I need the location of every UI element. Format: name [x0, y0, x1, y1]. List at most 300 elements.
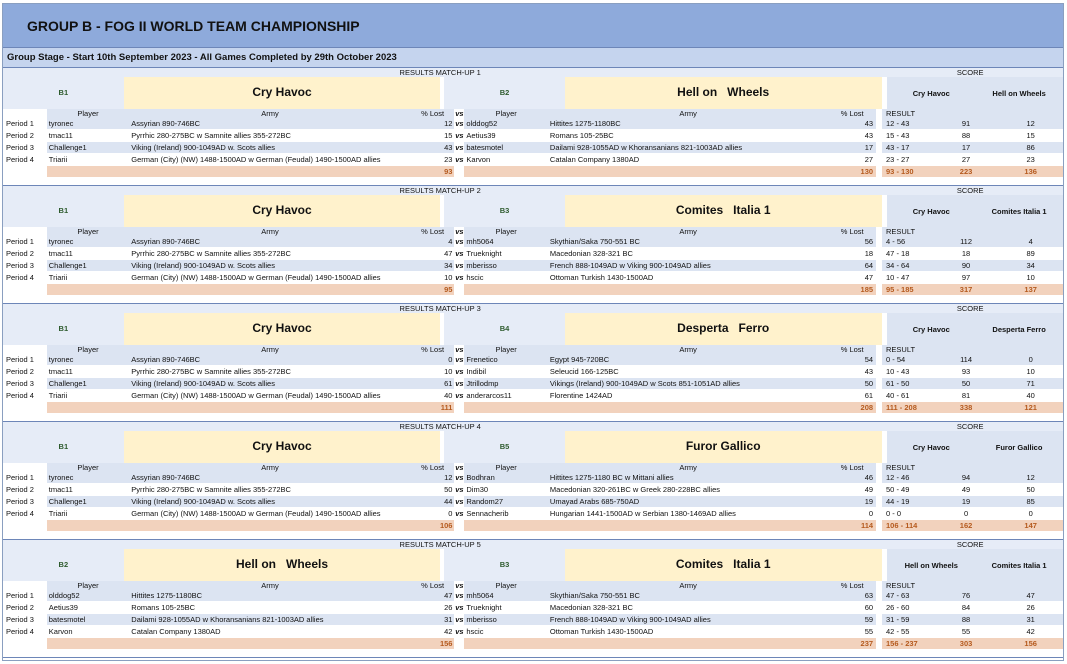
army-header: Army: [261, 581, 279, 590]
totals-row: [3, 520, 1063, 531]
lost-a: 61: [444, 379, 453, 388]
team-b-id: B2: [444, 77, 565, 109]
score-team-a-label: Cry Havoc: [912, 324, 950, 334]
player-header: Player: [77, 109, 99, 118]
period-row: [3, 130, 1063, 142]
player-b: mh5064: [466, 591, 494, 600]
period-row: [3, 248, 1063, 260]
team-a-name: Cry Havoc: [124, 77, 441, 109]
result-header: RESULT: [886, 227, 916, 236]
lost-a: 10: [444, 367, 453, 376]
army-a: Catalan Company 1380AD: [131, 627, 221, 636]
lost-a: 50: [444, 485, 453, 494]
lost-header: % Lost: [421, 345, 445, 354]
period-result: 15 - 43: [886, 131, 910, 140]
total-result: 95 - 185: [882, 284, 934, 295]
army-a: Viking (Ireland) 900-1049AD w. Scots allies: [131, 497, 275, 506]
period-rows: [3, 236, 1063, 284]
army-header: Army: [261, 227, 279, 236]
army-a: Pyrrhic 280-275BC w Samnite allies 355-272BC: [131, 249, 291, 258]
player-a: Triarii: [48, 509, 68, 518]
team-b-name: Furor Gallico: [565, 431, 882, 463]
team-a-id: B1: [3, 431, 124, 463]
player-b: Indibil: [466, 367, 486, 376]
total-score-b: 147: [998, 520, 1063, 531]
spreadsheet: [2, 3, 1064, 661]
lost-header: % Lost: [421, 109, 445, 118]
total-score-b: 121: [998, 402, 1063, 413]
match-block: [3, 68, 1063, 186]
period-result: 50 - 49: [886, 485, 910, 494]
period-label: Period 1: [3, 236, 47, 247]
vs-label: vs: [455, 227, 464, 236]
score-team-b-label: Desperta Ferro: [992, 324, 1046, 334]
period-result: 26 - 60: [886, 603, 910, 612]
period-score-a: 88: [961, 615, 971, 624]
period-result: 0 - 54: [886, 355, 906, 364]
match-header-row: [3, 422, 1063, 431]
army-header: Army: [679, 109, 697, 118]
period-label: Period 2: [3, 602, 47, 613]
team-b-name: Desperta Ferro: [565, 313, 882, 345]
player-a: tmac11: [48, 131, 73, 140]
player-a: Triarii: [48, 155, 68, 164]
matches-container: [3, 68, 1063, 658]
match-header-row: [3, 540, 1063, 549]
lost-b: 43: [864, 131, 874, 140]
teams-row: [3, 77, 1063, 109]
team-a-total-lost: 106: [439, 521, 453, 530]
army-b: Seleucid 166-125BC: [549, 367, 619, 376]
vs-label: vs: [455, 143, 464, 152]
team-a-name: Cry Havoc: [124, 431, 441, 463]
army-a: Assyrian 890-746BC: [131, 473, 201, 482]
player-b: Bodhran: [466, 473, 495, 482]
period-label: Period 4: [3, 154, 47, 165]
lost-header: % Lost: [840, 109, 864, 118]
match-block: [3, 304, 1063, 422]
period-row: [3, 354, 1063, 366]
player-header: Player: [495, 463, 517, 472]
army-b: French 888-1049AD w Viking 900-1049AD allies: [549, 261, 711, 270]
army-b: Ottoman Turkish 1430-1500AD: [549, 273, 654, 282]
period-score-a: 97: [961, 273, 971, 282]
player-b: Karvon: [466, 155, 491, 164]
period-score-a: 93: [961, 367, 971, 376]
vs-label: vs: [455, 591, 464, 600]
vs-label: vs: [455, 391, 464, 400]
player-b: Dim30: [466, 485, 489, 494]
lost-a: 47: [444, 591, 453, 600]
player-b: Frenetico: [466, 355, 498, 364]
score-header: SCORE: [956, 540, 984, 549]
player-header: Player: [77, 227, 99, 236]
period-row: [3, 626, 1063, 638]
lost-a: 43: [444, 143, 453, 152]
team-a-name: Hell on Wheels: [124, 549, 441, 581]
score-team-b-label: Comites Italia 1: [991, 560, 1047, 570]
teams-row: [3, 313, 1063, 345]
total-score-a: 338: [934, 402, 999, 413]
score-header: SCORE: [956, 304, 984, 313]
player-header: Player: [77, 345, 99, 354]
match-header-row: [3, 68, 1063, 77]
army-header: Army: [679, 463, 697, 472]
player-header: Player: [495, 345, 517, 354]
score-team-a-label: Cry Havoc: [912, 442, 950, 452]
period-score-a: 18: [961, 249, 971, 258]
lost-b: 0: [868, 509, 874, 518]
period-row: [3, 154, 1063, 166]
lost-a: 4: [448, 237, 453, 246]
vs-label: vs: [455, 109, 464, 118]
period-label: Period 3: [3, 378, 47, 389]
period-score-b: 26: [1026, 603, 1035, 612]
player-a: batesmotel: [48, 615, 86, 624]
lost-a: 34: [444, 261, 453, 270]
total-result: 106 - 114: [882, 520, 934, 531]
team-a-id: B1: [3, 313, 124, 345]
army-b: Macedonian 328-321 BC: [549, 249, 633, 258]
period-row: [3, 142, 1063, 154]
player-b: hscic: [466, 273, 484, 282]
column-header-row: [3, 227, 1063, 236]
player-a: Karvon: [48, 627, 73, 636]
score-team-a-label: Cry Havoc: [912, 206, 950, 216]
lost-b: 17: [864, 143, 874, 152]
lost-a: 0: [448, 355, 453, 364]
lost-b: 47: [864, 273, 874, 282]
total-score-a: 317: [934, 284, 999, 295]
army-b: Hungarian 1441-1500AD w Serbian 1380-1469AD allies: [549, 509, 736, 518]
period-label: Period 1: [3, 118, 47, 129]
period-score-a: 88: [961, 131, 971, 140]
period-label: Period 1: [3, 590, 47, 601]
totals-row: [3, 166, 1063, 177]
period-score-b: 71: [1026, 379, 1035, 388]
team-a-id: B1: [3, 195, 124, 227]
army-a: Assyrian 890-746BC: [131, 119, 201, 128]
lost-b: 19: [864, 497, 874, 506]
period-rows: [3, 354, 1063, 402]
team-b-id: B5: [444, 431, 565, 463]
vs-label: vs: [455, 581, 464, 590]
match-header: RESULTS MATCH-UP 4: [399, 422, 481, 431]
period-result: 23 - 27: [886, 155, 910, 164]
team-a-total-lost: 111: [440, 403, 453, 412]
period-label: Period 4: [3, 508, 47, 519]
period-result: 34 - 64: [886, 261, 910, 270]
lost-header: % Lost: [840, 581, 864, 590]
player-header: Player: [77, 581, 99, 590]
total-score-b: 156: [998, 638, 1063, 649]
period-result: 44 - 19: [886, 497, 910, 506]
army-a: Pyrrhic 280-275BC w Samnite allies 355-272BC: [131, 485, 291, 494]
period-label: Period 2: [3, 366, 47, 377]
army-a: Assyrian 890-746BC: [131, 237, 201, 246]
total-score-a: 303: [934, 638, 999, 649]
army-a: German (City) (NW) 1488-1500AD w German (Feudal) 1490-1500AD allies: [131, 509, 381, 518]
period-score-b: 34: [1026, 261, 1035, 270]
period-row: [3, 236, 1063, 248]
period-result: 10 - 47: [886, 273, 910, 282]
lost-b: 59: [864, 615, 874, 624]
totals-row: [3, 284, 1063, 295]
lost-header: % Lost: [421, 463, 445, 472]
match-header-row: [3, 304, 1063, 313]
vs-label: vs: [455, 485, 464, 494]
team-a-total-lost: 156: [439, 639, 453, 648]
period-score-a: 55: [961, 627, 971, 636]
period-label: Period 2: [3, 248, 47, 259]
period-row: [3, 484, 1063, 496]
period-score-a: 19: [961, 497, 971, 506]
player-a: tyronec: [48, 473, 74, 482]
lost-a: 15: [444, 131, 453, 140]
match-block: [3, 422, 1063, 540]
player-a: tmac11: [48, 249, 73, 258]
player-b: hscic: [466, 627, 484, 636]
period-score-a: 84: [961, 603, 971, 612]
period-row: [3, 602, 1063, 614]
period-score-a: 76: [961, 591, 971, 600]
player-b: mberisso: [466, 615, 497, 624]
team-a-id: B1: [3, 77, 124, 109]
lost-a: 23: [444, 155, 453, 164]
period-result: 40 - 61: [886, 391, 910, 400]
period-label: Period 3: [3, 142, 47, 153]
vs-label: vs: [455, 603, 464, 612]
period-score-a: 81: [961, 391, 971, 400]
vs-label: vs: [455, 627, 464, 636]
lost-b: 50: [864, 379, 874, 388]
army-a: Viking (Ireland) 900-1049AD w. Scots allies: [131, 261, 275, 270]
player-a: tyronec: [48, 119, 74, 128]
period-result: 12 - 43: [886, 119, 910, 128]
player-b: mberisso: [466, 261, 497, 270]
team-a-total-lost: 95: [444, 285, 453, 294]
player-b: Jtrillodmp: [466, 379, 499, 388]
period-result: 0 - 0: [886, 509, 902, 518]
vs-label: vs: [455, 379, 464, 388]
team-b-total-lost: 237: [860, 639, 874, 648]
team-a-total-lost: 93: [444, 167, 453, 176]
army-a: Hittites 1275-1180BC: [131, 591, 203, 600]
lost-a: 0: [448, 509, 453, 518]
period-result: 31 - 59: [886, 615, 910, 624]
player-b: Aetius39: [466, 131, 496, 140]
period-result: 42 - 55: [886, 627, 910, 636]
player-header: Player: [495, 109, 517, 118]
column-header-row: [3, 581, 1063, 590]
period-score-a: 50: [961, 379, 971, 388]
player-a: tyronec: [48, 237, 74, 246]
totals-row: [3, 638, 1063, 649]
army-header: Army: [679, 345, 697, 354]
total-score-a: 223: [934, 166, 999, 177]
player-a: Aetius39: [48, 603, 78, 612]
player-a: tmac11: [48, 485, 73, 494]
period-score-b: 0: [1028, 355, 1033, 364]
totals-row: [3, 402, 1063, 413]
period-row: [3, 472, 1063, 484]
column-header-row: [3, 109, 1063, 118]
period-score-b: 4: [1028, 237, 1033, 246]
lost-header: % Lost: [840, 345, 864, 354]
period-score-b: 0: [1028, 509, 1033, 518]
lost-header: % Lost: [421, 581, 445, 590]
period-label: Period 3: [3, 496, 47, 507]
army-a: Pyrrhic 280-275BC w Samnite allies 355-272BC: [131, 367, 291, 376]
teams-row: [3, 431, 1063, 463]
vs-label: vs: [455, 261, 464, 270]
period-row: [3, 366, 1063, 378]
period-score-a: 90: [961, 261, 971, 270]
team-a-id: B2: [3, 549, 124, 581]
vs-label: vs: [455, 473, 464, 482]
period-score-b: 12: [1026, 473, 1035, 482]
period-label: Period 2: [3, 130, 47, 141]
period-label: Period 3: [3, 260, 47, 271]
team-b-total-lost: 130: [860, 167, 874, 176]
period-score-a: 0: [963, 509, 969, 518]
match-header: RESULTS MATCH-UP 1: [399, 68, 481, 77]
period-row: [3, 508, 1063, 520]
army-a: Viking (Ireland) 900-1049AD w. Scots allies: [131, 143, 275, 152]
lost-b: 43: [864, 367, 874, 376]
period-row: [3, 378, 1063, 390]
period-result: 12 - 46: [886, 473, 910, 482]
period-score-b: 23: [1026, 155, 1035, 164]
player-a: olddog52: [48, 591, 80, 600]
period-score-b: 31: [1026, 615, 1035, 624]
lost-a: 12: [444, 119, 453, 128]
score-team-labels: [887, 313, 1063, 345]
score-team-labels: [887, 549, 1063, 581]
army-a: Viking (Ireland) 900-1049AD w. Scots allies: [131, 379, 275, 388]
period-score-a: 91: [961, 119, 971, 128]
player-a: Challenge1: [48, 261, 87, 270]
period-score-a: 27: [961, 155, 971, 164]
player-a: Challenge1: [48, 143, 87, 152]
team-b-name: Hell on Wheels: [565, 77, 882, 109]
result-header: RESULT: [886, 581, 916, 590]
army-b: Skythian/Saka 750-551 BC: [549, 237, 640, 246]
player-b: Random27: [466, 497, 504, 506]
lost-b: 60: [864, 603, 874, 612]
army-header: Army: [261, 109, 279, 118]
period-score-b: 89: [1026, 249, 1035, 258]
period-result: 43 - 17: [886, 143, 910, 152]
lost-a: 31: [444, 615, 453, 624]
period-label: Period 1: [3, 472, 47, 483]
lost-b: 54: [864, 355, 874, 364]
army-b: French 888-1049AD w Viking 900-1049AD allies: [549, 615, 711, 624]
lost-b: 64: [864, 261, 874, 270]
lost-a: 40: [444, 391, 453, 400]
period-score-a: 49: [961, 485, 971, 494]
total-score-a: 162: [934, 520, 999, 531]
period-row: [3, 272, 1063, 284]
page-title: GROUP B - FOG II WORLD TEAM CHAMPIONSHIP: [3, 4, 1063, 48]
period-result: 47 - 63: [886, 591, 910, 600]
army-b: Skythian/Saka 750-551 BC: [549, 591, 640, 600]
lost-b: 43: [864, 119, 874, 128]
match-header: RESULTS MATCH-UP 5: [399, 540, 481, 549]
period-row: [3, 590, 1063, 602]
player-header: Player: [495, 227, 517, 236]
vs-label: vs: [455, 155, 464, 164]
period-score-a: 114: [960, 355, 973, 364]
army-b: Catalan Company 1380AD: [549, 155, 640, 164]
army-b: Macedonian 328-321 BC: [549, 603, 633, 612]
period-row: [3, 614, 1063, 626]
column-header-row: [3, 345, 1063, 354]
player-b: mh5064: [466, 237, 494, 246]
player-header: Player: [495, 581, 517, 590]
team-a-name: Cry Havoc: [124, 195, 441, 227]
vs-label: vs: [455, 355, 464, 364]
score-team-a-label: Hell on Wheels: [904, 560, 958, 570]
vs-label: vs: [455, 463, 464, 472]
period-rows: [3, 472, 1063, 520]
period-result: 47 - 18: [886, 249, 910, 258]
match-header: RESULTS MATCH-UP 2: [399, 186, 481, 195]
period-score-b: 47: [1026, 591, 1035, 600]
period-score-b: 42: [1026, 627, 1035, 636]
player-b: batesmotel: [466, 143, 504, 152]
player-b: Trueknight: [466, 249, 502, 258]
army-b: Umayad Arabs 685-750AD: [549, 497, 640, 506]
player-a: Challenge1: [48, 497, 87, 506]
total-result: 111 - 208: [882, 402, 934, 413]
army-a: German (City) (NW) 1488-1500AD w German (Feudal) 1490-1500AD allies: [131, 155, 381, 164]
lost-a: 44: [444, 497, 453, 506]
period-row: [3, 390, 1063, 402]
team-b-name: Comites Italia 1: [565, 549, 882, 581]
period-row: [3, 496, 1063, 508]
total-score-b: 136: [998, 166, 1063, 177]
match-block: [3, 186, 1063, 304]
score-team-labels: [887, 195, 1063, 227]
player-a: Challenge1: [48, 379, 87, 388]
teams-row: [3, 195, 1063, 227]
period-label: Period 4: [3, 272, 47, 283]
player-b: Sennacherib: [466, 509, 509, 518]
lost-b: 18: [864, 249, 874, 258]
lost-a: 12: [444, 473, 453, 482]
army-header: Army: [679, 581, 697, 590]
result-header: RESULT: [886, 109, 916, 118]
period-score-b: 12: [1026, 119, 1035, 128]
army-b: Dailami 928-1055AD w Khoransanians 821-1003AD allies: [549, 143, 743, 152]
period-score-b: 15: [1026, 131, 1035, 140]
army-a: German (City) (NW) 1488-1500AD w German (Feudal) 1490-1500AD allies: [131, 273, 381, 282]
vs-label: vs: [455, 131, 464, 140]
period-score-b: 86: [1026, 143, 1035, 152]
period-label: Period 4: [3, 390, 47, 401]
period-label: Period 1: [3, 354, 47, 365]
army-header: Army: [261, 463, 279, 472]
total-result: 156 - 237: [882, 638, 934, 649]
team-a-name: Cry Havoc: [124, 313, 441, 345]
score-team-b-label: Comites Italia 1: [991, 206, 1047, 216]
player-a: tmac11: [48, 367, 73, 376]
lost-header: % Lost: [840, 227, 864, 236]
army-a: Romans 105-25BC: [131, 603, 196, 612]
period-score-b: 10: [1026, 273, 1035, 282]
teams-row: [3, 549, 1063, 581]
